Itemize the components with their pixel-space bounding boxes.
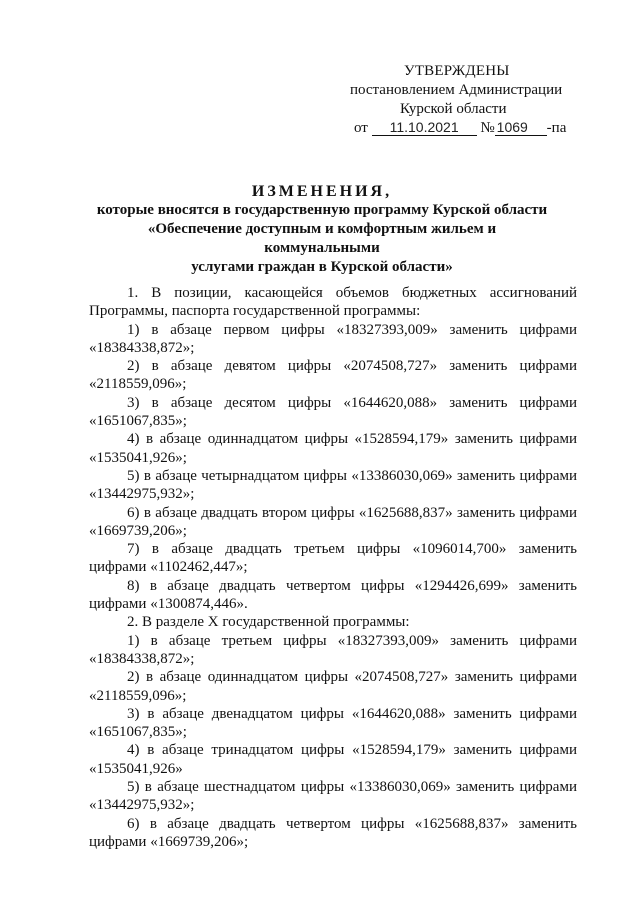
list-item: 4) в абзаце одиннадцатом цифры «1528594,179» заменить цифрами «1535041,926»;: [89, 431, 577, 466]
number-prefix: №: [480, 120, 495, 136]
approval-title: УТВЕРЖДЕНЫ: [404, 63, 510, 79]
list-item: 4) в абзаце тринадцатом цифры «1528594,179» заменить цифрами «1535041,926»: [89, 742, 577, 777]
list-item: 3) в абзаце двенадцатом цифры «1644620,088» заменить цифрами «1651067,835»;: [89, 705, 577, 741]
from-prefix: от: [354, 120, 368, 136]
heading-title: ИЗМЕНЕНИЯ,: [251, 183, 393, 200]
list-item: 5) в абзаце четырнадцатом цифры «13386030,069» заменить цифрами «13442975,932»;: [89, 467, 577, 503]
list-item: 2) в абзаце девятом цифры «2074508,727» заменить цифрами «2118559,096»;: [89, 358, 577, 393]
list-item: 2) в абзаце одиннадцатом цифры «2074508,727» заменить цифрами «2118559,096»;: [89, 669, 577, 704]
list-item: 1) в абзаце первом цифры «18327393,009» заменить цифрами «18384338,872»;: [89, 321, 577, 356]
list-item: 1) в абзаце третьем цифры «18327393,009» заменить цифрами «18384338,872»;: [89, 632, 577, 667]
list-item: 5) в абзаце шестнадцатом цифры «13386030,069» заменить цифрами «13442975,932»;: [89, 779, 577, 814]
heading-line-2: «Обеспечение доступным и комфортным жильем и коммунальными: [147, 221, 497, 256]
list-item: 3) в абзаце десятом цифры «1644620,088» заменить цифрами «1651067,835»;: [89, 394, 577, 430]
document-body: [89, 284, 577, 851]
list-item: 6) в абзаце двадцать четвертом цифры «1625688,837» заменить цифрами «1669739,206»;: [89, 815, 577, 850]
approval-date-line: [348, 119, 578, 138]
approval-block: [348, 62, 578, 138]
list-item: 6) в абзаце двадцать втором цифры «1625688,837» заменить цифрами «1669739,206»;: [89, 504, 577, 539]
approval-number: 1069: [495, 120, 547, 136]
heading-line-1: которые вносятся в государственную программу Курской области: [96, 202, 548, 218]
section-1-intro: 1. В позиции, касающейся объемов бюджетных ассигнований Программы, паспорта государственной программы:: [89, 285, 577, 320]
section-2-intro: 2. В разделе X государственной программы:: [127, 614, 410, 631]
list-item: 7) в абзаце двадцать третьем цифры «1096014,700» заменить цифрами «1102462,447»;: [89, 541, 577, 576]
document-heading: [92, 182, 552, 277]
heading-line-3: услугами граждан в Курской области»: [191, 259, 453, 275]
approval-line-3: Курской области: [400, 101, 507, 117]
number-suffix: -па: [546, 120, 567, 136]
list-item: 8) в абзаце двадцать четвертом цифры «1294426,699» заменить цифрами «1300874,446».: [89, 577, 577, 613]
approval-line-2: постановлением Администрации: [350, 82, 563, 98]
approval-date: 11.10.2021: [372, 120, 477, 136]
